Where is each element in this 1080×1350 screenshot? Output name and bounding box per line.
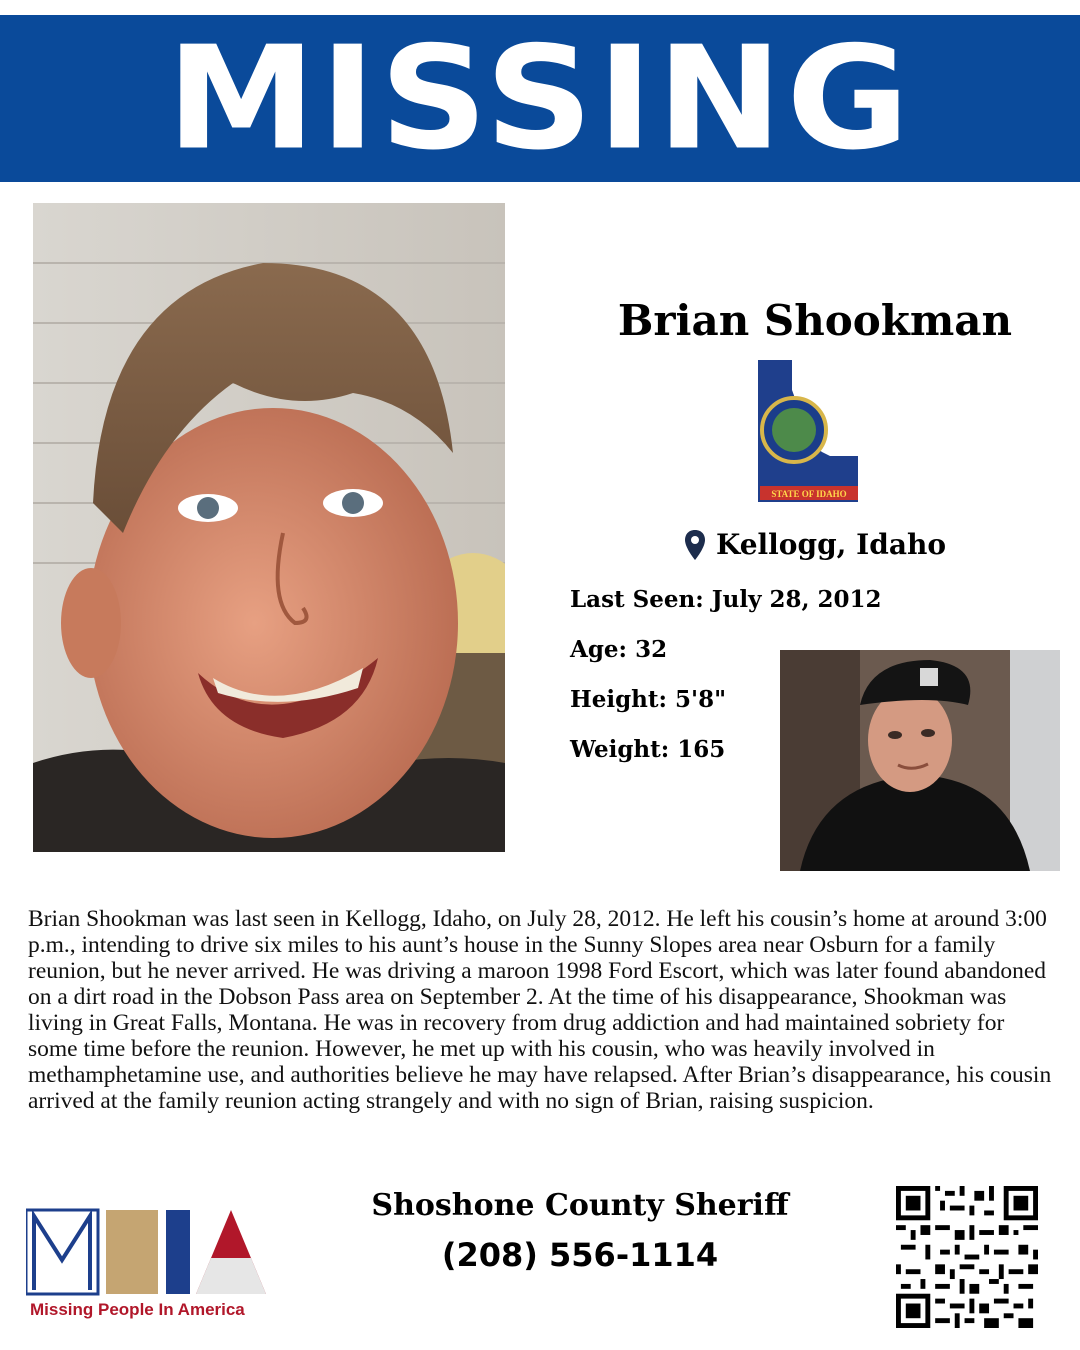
detail-age — [570, 636, 667, 663]
person-name: Brian Shookman — [617, 296, 1013, 345]
qr-code-icon[interactable] — [896, 1186, 1038, 1328]
detail-label: Height: — [570, 686, 668, 713]
detail-last-seen — [570, 586, 882, 613]
detail-height — [570, 686, 726, 713]
map-pin-icon — [684, 529, 706, 561]
case-description: Brian Shookman was last seen in Kellogg, Idaho, on July 28, 2012. He left his cousin’s home at around 3:00 p.m., intending to drive six miles to his aunt’s house in the Sunny Slopes area near Osburn for a family reunion, but he never arrived. He was driving a maroon 1998 Ford Escort, which was later found abandoned on a dirt road in the Dobson Pass area on September 2. At the time of his disappearance, Shookman was living in Great Falls, Montana. He was in recovery from drug addiction and had maintained sobriety for some time before the reunion. However, he met up with his cousin, who was heavily involved in methamphetamine use, and authorities believe he may have relapsed. After Brian’s disappearance, his cousin arrived at the family reunion acting strangely and with no sign of Brian, raising suspicion. — [28, 906, 1052, 1114]
location-text: Kellogg, Idaho — [716, 528, 946, 561]
location-line — [560, 528, 1070, 561]
contact-agency: Shoshone County Sheriff — [371, 1188, 789, 1223]
detail-label: Weight: — [570, 736, 670, 763]
banner-title: MISSING — [166, 15, 914, 182]
detail-label: Last Seen: — [570, 586, 704, 613]
idaho-flag-icon — [756, 360, 860, 502]
detail-label: Age: — [570, 636, 628, 663]
detail-weight — [570, 736, 725, 763]
detail-value: 32 — [635, 636, 668, 663]
contact-phone[interactable]: (208) 556-1114 — [441, 1236, 719, 1274]
logo-tagline: Missing People In America — [30, 1300, 245, 1319]
main-photo — [33, 203, 505, 852]
detail-value: 165 — [677, 736, 726, 763]
detail-value: 5'8" — [675, 686, 727, 713]
detail-value: July 28, 2012 — [711, 586, 882, 613]
missing-banner — [0, 15, 1080, 182]
seal-text: STATE OF IDAHO — [771, 489, 847, 499]
secondary-photo — [780, 650, 1060, 871]
